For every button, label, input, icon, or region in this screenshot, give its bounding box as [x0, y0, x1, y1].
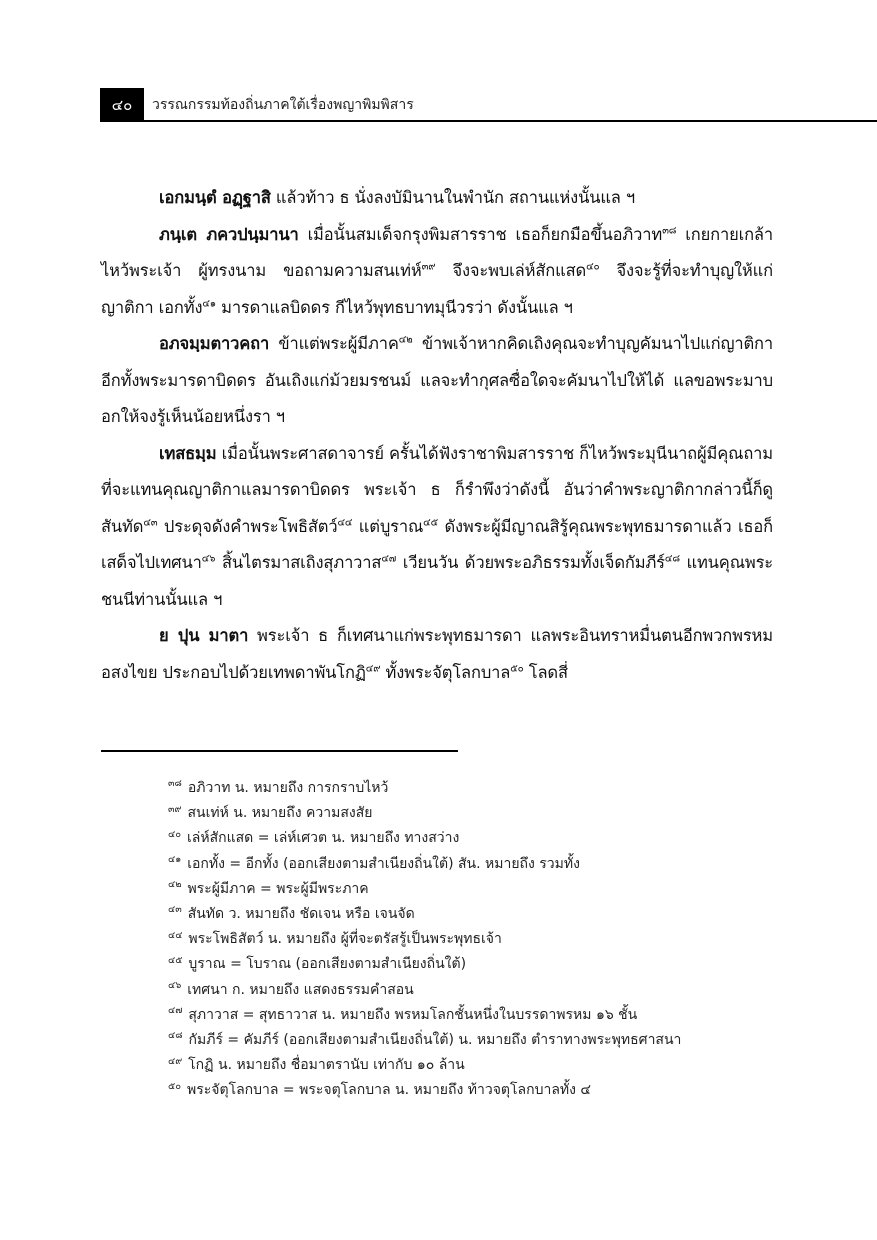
paragraph-text: ข้าพเจ้าหากคิดเถิงคุณจะทำบุญคัมนาไปแก่ญาติกา อีกทั้งพระมารดาบิดดร อันเถิงแก่ม้วยมรชนม์ แลจะทำกุศลซื่อใดจะคัมนาไปให้ได้ แลขอพระมาบอกให้จงรู้เห็นน้อยหนึ่งรา ฯ [101, 334, 774, 426]
paragraph-lead: เอกมนฺตํ อฏฺฐาสิ [159, 188, 271, 207]
footnote-ref[interactable]: ๔๗ [381, 553, 397, 565]
paragraph-text: แทนคุณพระชนนีท่านนั้นแล ฯ [101, 553, 773, 609]
footnote [168, 877, 788, 902]
footnote-ref[interactable]: ๔๖ [201, 553, 216, 565]
footnote [168, 1003, 788, 1028]
footnote [168, 978, 788, 1003]
footnote [168, 801, 788, 826]
footnote [168, 826, 788, 851]
paragraph-text: ทั้งพระจัตุโลกบาล [380, 662, 511, 682]
paragraph-text: มารดาแลบิดดร กีไหว้พุทธบาทมุนีวรว่า ดังนั้นแล ฯ [216, 297, 573, 317]
footnote-text: พระผู้มีภาค = พระผู้มีพระภาค [187, 880, 369, 897]
page-number: ๔๐ [100, 88, 144, 122]
footnote-number: ๔๒ [168, 879, 182, 891]
footnote-ref[interactable]: ๓๘ [662, 225, 677, 236]
paragraph-text: จึงจะพบเล่ห์สักแสด [435, 261, 587, 280]
footnote-ref[interactable]: ๓๙ [421, 261, 436, 273]
footnote [168, 952, 788, 977]
footnote [168, 927, 788, 952]
paragraph-text: จึงจะรู้ที่จะทำบุญให้แก่ญาติกา เอกทั้ง [101, 261, 773, 317]
footnote-divider [101, 750, 458, 752]
footnote-text: พระโพธิสัตว์ น. หมายถึง ผู้ที่จะตรัสรู้เป็นพระพุทธเจ้า [188, 931, 502, 948]
footnote-ref[interactable]: ๕๐ [510, 663, 524, 674]
footnote [168, 852, 788, 877]
footnote [168, 902, 788, 927]
footnote-text: กัมภีร์ = คัมภีร์ (ออกเสียงตามสำเนียงถิ่นใต้) น. หมายถึง ตำราทางพระพุทธศาสนา [188, 1032, 682, 1049]
footnote-number: ๔๙ [168, 1055, 183, 1067]
footnote-ref[interactable]: ๔๐ [586, 261, 600, 273]
footnote-text: พระจัตุโลกบาล = พระจตุโลกบาล น. หมายถึง ท้าวจตุโลกบาลทั้ง ๔ [187, 1082, 592, 1099]
paragraph [101, 436, 773, 619]
footnote-number: ๕๐ [168, 1080, 181, 1092]
footnote-number: ๔๗ [168, 1005, 183, 1017]
footnote [168, 1028, 788, 1053]
footnote-number: ๔๕ [168, 954, 183, 966]
paragraph-text: แล้วท้าว ธ นั่งลงบัมินานในพำนัก สถานแห่งนั้นแล ฯ [270, 188, 635, 207]
paragraph-text: เกยกายเกล้าไหว้พระเจ้า ผู้ทรงนาม ขอถามความสนเท่ห์ [101, 224, 773, 280]
paragraph [101, 180, 773, 217]
running-title: วรรณกรรมท้องถิ่นภาคใต้เรื่องพญาพิมพิสาร [152, 97, 414, 113]
footnote-text: เอกทั้ง = อีกทั้ง (ออกเสียงตามสำเนียงถิ่นใต้) สัน. หมายถึง รวมทั้ง [187, 855, 580, 872]
footnote-text: บูราณ = โบราณ (ออกเสียงตามสำเนียงถิ่นใต้) [188, 956, 467, 973]
paragraph-text: ดังพระผู้มีญาณสิรู้คุณพระพุทธมารดาแล้ว เธอก็เสด็จไปเทศนา [101, 516, 773, 572]
footnote-number: ๔๔ [168, 929, 183, 941]
footnote-text: เทศนา ก. หมายถึง แสดงธรรมคำสอน [187, 981, 414, 998]
footnotes [168, 776, 788, 1104]
paragraph-text: สิ้นไตรมาสเถิงสุภาวาส [215, 553, 382, 572]
paragraph-text: พระเจ้า ธ ก็เทศนาแก่พระพุทธมารดา แลพระอินทราหมื่นตนอีกพวกพรหมอสงไขย ประกอบไปด้วยเทพดาพันโกฏิ [101, 626, 773, 682]
footnote-ref[interactable]: ๔๘ [664, 553, 680, 565]
page-header [0, 88, 877, 122]
paragraph-lead: ภนฺเต ภควปนฺมานา [159, 224, 299, 244]
footnote-number: ๓๙ [168, 803, 182, 815]
footnote-ref[interactable]: ๔๓ [143, 517, 158, 528]
footnote-number: ๓๘ [168, 778, 182, 790]
paragraph-text: เมื่อนั้นพระศาสดาจารย์ ครั้นได้ฟังราชาพิมสารราช ก็ไหว้พระมุนีนาถผู้มีคุณถามที่จะแทนคุณญาติกาแลมารดาบิดดร พระเจ้า ธ ก็รำพึงว่าดังนี้ อันว่าคำพระญาติกากล่าวนี้ก็ดูสันทัด [101, 443, 773, 536]
footnote-ref[interactable]: ๔๑ [202, 298, 216, 309]
footnote [168, 776, 788, 801]
footnote-text: โกฏิ น. หมายถึง ชื่อมาตรานับ เท่ากับ ๑๐ ล้าน [188, 1057, 465, 1074]
paragraph [101, 618, 773, 691]
footnote-number: ๔๑ [168, 853, 182, 865]
footnote-text: อภิวาท น. หมายถึง การกราบไหว้ [187, 780, 389, 796]
paragraph [101, 217, 773, 327]
header-rule [144, 120, 877, 122]
paragraph-text: ข้าแต่พระผู้มีภาค [269, 334, 399, 353]
paragraph-text: โลดสี่ [523, 662, 568, 682]
footnote-number: ๔๘ [168, 1030, 183, 1042]
footnote-text: สนเท่ห์ น. หมายถึง ความสงสัย [187, 805, 373, 822]
paragraph-text: แต่บูราณ [352, 516, 424, 536]
paragraph-lead: ย ปุน มาตา [159, 626, 249, 645]
footnote-text: สุภาวาส = สุทธาวาส น. หมายถึง พรหมโลกชั้นหนึ่งในบรรดาพรหม ๑๖ ชั้น [188, 1006, 638, 1023]
footnote-number: ๔๖ [168, 979, 182, 991]
paragraph [101, 326, 773, 436]
footnote [168, 1053, 788, 1078]
footnote [168, 1078, 788, 1103]
paragraph-lead: เทสธมฺม [159, 443, 217, 463]
paragraph-text: เวียนวัน ด้วยพระอภิธรรมทั้งเจ็ดกัมภีร์ [396, 553, 665, 572]
body-text [101, 180, 773, 691]
footnote-text: สันทัด ว. หมายถึง ชัดเจน หรือ เจนจัด [187, 906, 415, 923]
footnote-number: ๔๓ [168, 904, 182, 916]
footnote-number: ๔๐ [168, 828, 181, 840]
paragraph-text: เมื่อนั้นสมเด็จกรุงพิมสารราช เธอก็ยกมือขึ้นอภิวาท [298, 224, 663, 244]
paragraph-text: ประดุจดังคำพระโพธิสัตว์ [157, 516, 338, 536]
footnote-ref[interactable]: ๔๒ [398, 334, 413, 346]
footnote-ref[interactable]: ๔๔ [337, 517, 353, 528]
footnote-ref[interactable]: ๔๕ [423, 517, 438, 528]
footnote-ref[interactable]: ๔๙ [365, 663, 381, 674]
footnote-text: เล่ห์สักแสด = เล่ห์เศวต น. หมายถึง ทางสว่าง [187, 830, 460, 847]
paragraph-lead: อภจมฺมตาวคถา [159, 334, 270, 353]
